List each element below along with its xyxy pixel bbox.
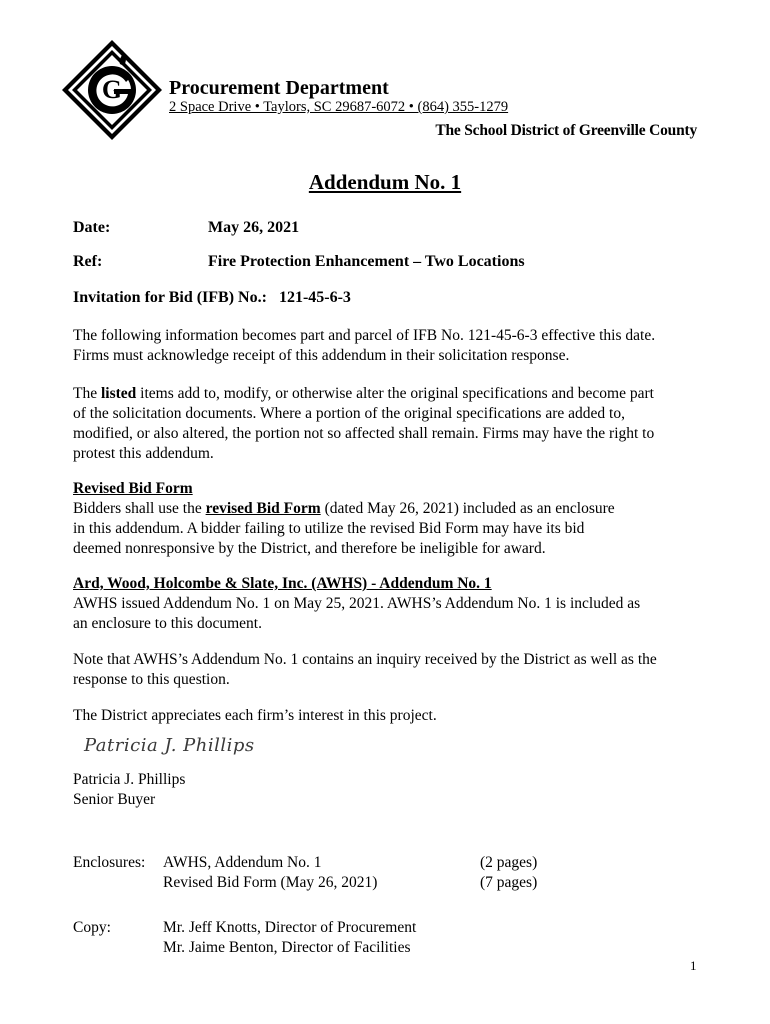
listed-line: protest this addendum. bbox=[73, 445, 214, 462]
signer-name: Patricia J. Phillips bbox=[73, 771, 186, 788]
ref-row bbox=[73, 252, 525, 272]
listed-line: of the solicitation documents. Where a portion of the original specifications are added to, bbox=[73, 405, 625, 422]
revised-bid-form-heading: Revised Bid Form bbox=[73, 480, 193, 497]
enclosure-pages: (2 pages) bbox=[480, 854, 538, 871]
signer-title: Senior Buyer bbox=[73, 791, 156, 808]
copy-recipient: Mr. Jeff Knotts, Director of Procurement bbox=[163, 919, 417, 936]
intro-line: Firms must acknowledge receipt of this addendum in their solicitation response. bbox=[73, 347, 570, 364]
department-name: Procurement Department bbox=[169, 77, 389, 99]
revised-bid-form-line: deemed nonresponsive by the District, and therefore be ineligible for award. bbox=[73, 540, 546, 557]
closing-paragraph bbox=[73, 706, 713, 726]
signer-block bbox=[73, 770, 185, 810]
enclosure-item: Revised Bid Form (May 26, 2021) bbox=[163, 874, 378, 891]
revised-bid-form-section bbox=[73, 479, 713, 559]
date-label: Date: bbox=[73, 219, 111, 236]
date-row bbox=[73, 218, 300, 238]
note-line: response to this question. bbox=[73, 671, 230, 688]
document-title: Addendum No. 1 bbox=[308, 170, 462, 194]
logo-letter: G bbox=[101, 75, 123, 104]
department-address: 2 Space Drive • Taylors, SC 29687-6072 • (864) 355-1279 bbox=[169, 99, 509, 115]
enclosure-pages: (7 pages) bbox=[480, 874, 538, 891]
ref-label: Ref: bbox=[73, 253, 103, 270]
ref-value: Fire Protection Enhancement – Two Locations bbox=[208, 253, 525, 270]
district-name: The School District of Greenville County bbox=[435, 122, 697, 139]
page-number: 1 bbox=[690, 958, 697, 973]
revised-bid-form-line: in this addendum. A bidder failing to utilize the revised Bid Form may have its bid bbox=[73, 520, 585, 537]
ifb-label: Invitation for Bid (IFB) No.: bbox=[73, 289, 267, 306]
intro-line: The following information becomes part and parcel of IFB No. 121-45-6-3 effective this date. bbox=[73, 327, 656, 344]
enclosure-item: AWHS, Addendum No. 1 bbox=[163, 854, 322, 871]
awhs-line: an enclosure to this document. bbox=[73, 615, 262, 632]
intro-paragraph bbox=[73, 326, 713, 366]
awhs-section bbox=[73, 574, 713, 634]
revised-bid-form-emphasis: revised Bid Form bbox=[205, 500, 321, 517]
awhs-line: AWHS issued Addendum No. 1 on May 25, 2021. AWHS’s Addendum No. 1 is included as bbox=[73, 595, 641, 612]
greenville-district-logo-icon bbox=[60, 38, 164, 142]
ifb-row bbox=[73, 288, 351, 308]
listed-line: modified, or also altered, the portion not so affected shall remain. Firms may have the right to bbox=[73, 425, 655, 442]
closing-line: The District appreciates each firm’s interest in this project. bbox=[73, 707, 437, 724]
copy-label: Copy: bbox=[73, 919, 111, 936]
enclosures-label: Enclosures: bbox=[73, 854, 146, 871]
copy-recipient: Mr. Jaime Benton, Director of Facilities bbox=[163, 939, 411, 956]
signature: Patricia J. Phillips bbox=[84, 735, 255, 756]
awhs-heading: Ard, Wood, Holcombe & Slate, Inc. (AWHS) - Addendum No. 1 bbox=[73, 575, 492, 592]
listed-paragraph bbox=[73, 384, 713, 464]
date-value: May 26, 2021 bbox=[208, 219, 300, 236]
note-line: Note that AWHS’s Addendum No. 1 contains an inquiry received by the District as well as the bbox=[73, 651, 657, 668]
ifb-number: 121-45-6-3 bbox=[278, 289, 351, 306]
note-paragraph bbox=[73, 650, 713, 690]
listed-line: The listed items add to, modify, or otherwise alter the original specifications and become part bbox=[73, 385, 654, 402]
listed-emphasis: listed bbox=[100, 385, 137, 402]
revised-bid-form-line: Bidders shall use the revised Bid Form (dated May 26, 2021) included as an enclosure bbox=[73, 500, 615, 517]
